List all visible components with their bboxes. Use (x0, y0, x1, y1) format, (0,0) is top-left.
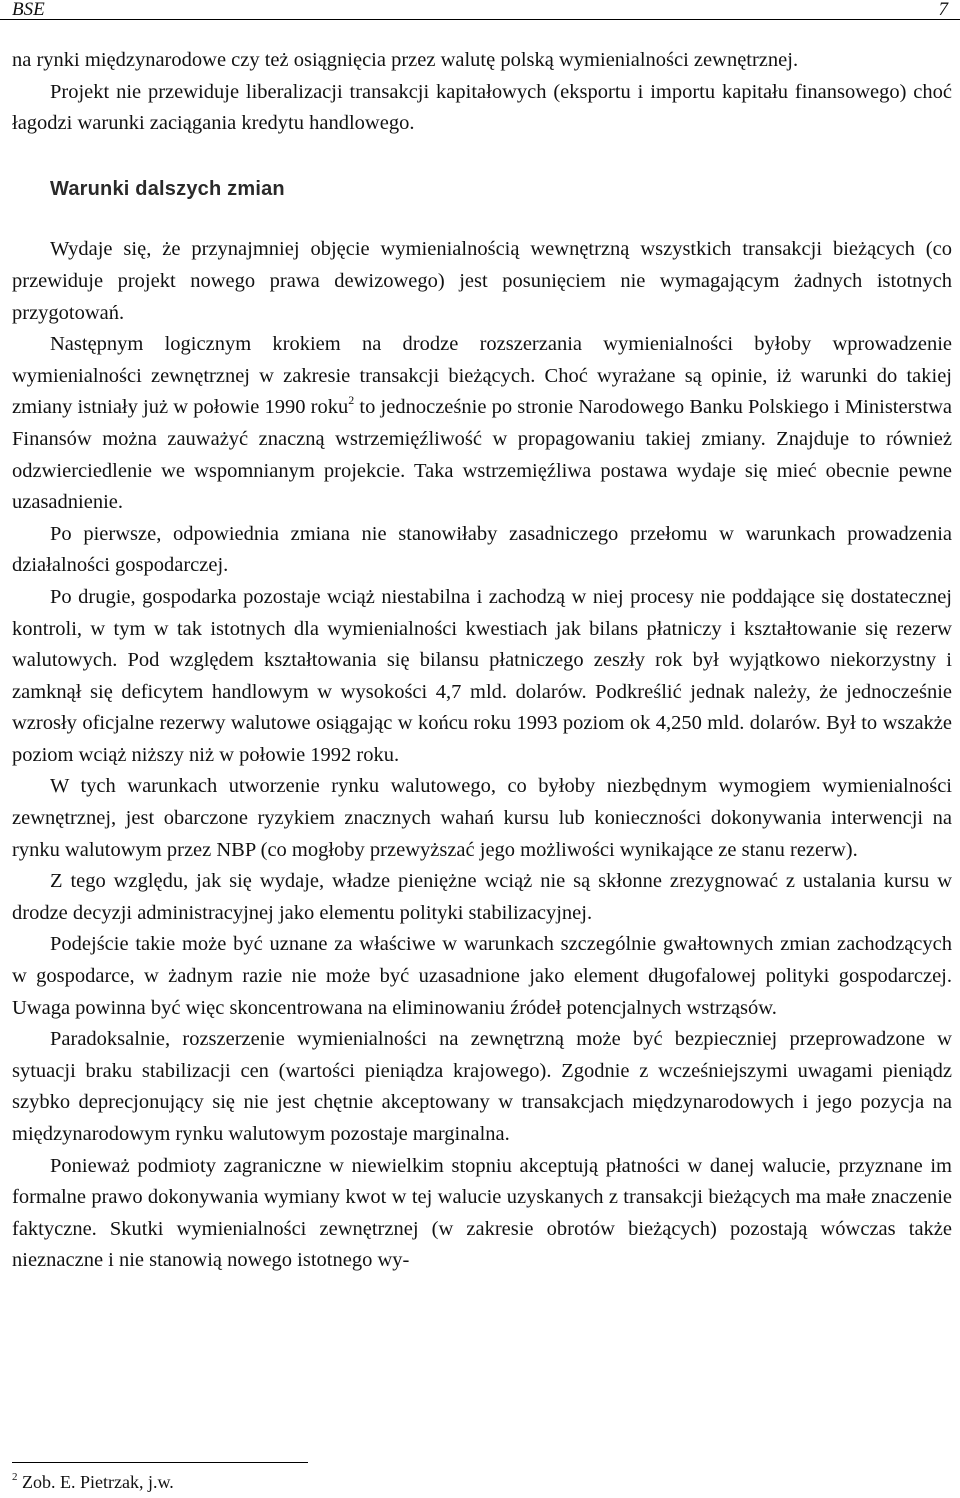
page-body (12, 45, 952, 1277)
paragraph: Po drugie, gospodarka pozostaje wciąż niestabilna i zachodzą w niej procesy nie poddające się dostatecznej kontroli, w tym w tak istotnych dla wymienialności kwestiach jak bilans płatniczy i kształtowanie się rezerw walutowych. Pod względem kształtowania się bilansu płatniczego zeszły rok był wyjątkowo niekorzystny i zamknął się deficytem handlowym w wysokości 4,7 mld. dolarów. Podkreślić jednak należy, że jednocześnie wzrosły oficjalne rezerwy walutowe osiągając w końcu roku 1993 poziom ok 4,250 mld. dolarów. Był to wszakże poziom wciąż niższy niż w połowie 1992 roku. (12, 585, 952, 766)
footnote-text: Zob. E. Pietrzak, j.w. (17, 1472, 174, 1492)
paragraph: W tych warunkach utworzenie rynku walutowego, co byłoby niezbędnym wymogiem wymienialności zewnętrznej, jest obarczone ryzykiem znacznych wahań kursu lub konieczności dokonywania interwencji na rynku walutowym przez NBP (co mogłoby przewyższać jego możliwości wynikające ze stanu rezerw). (12, 775, 952, 861)
footnote-reference[interactable]: 2 (348, 393, 355, 408)
paragraph: Z tego względu, jak się wydaje, władze pieniężne wciąż nie są skłonne zrezygnować z ustalania kursu w drodze decyzji administracyjnej jako elementu polityki stabilizacyjnej. (12, 870, 952, 924)
paragraph: Paradoksalnie, rozszerzenie wymienialności na zewnętrzną może być bezpieczniej przeprowadzone w sytuacji braku stabilizacji cen (wartości pieniądza krajowego). Zgodnie z wcześniejszymi uwagami pieniądz szybko deprecjonujący się nie jest chętnie akceptowany w transakcjach międzynarodowych i jego pozycja na międzynarodowym rynku walutowym pozostaje marginalna. (12, 1028, 952, 1145)
section-heading: Warunki dalszych zmian (50, 177, 285, 200)
paragraph: Wydaje się, że przynajmniej objęcie wymienialnością wewnętrzną wszystkich transakcji bieżących (co przewiduje projekt nowego prawa dewizowego) jest posunięciem nie wymagającym żadnych istotnych przygotowań. (12, 238, 952, 324)
paragraph-sentence: Choć wyrażane są opinie, iż warunki do takiej zmiany istniały już w połowie 1990 roku (12, 364, 953, 419)
running-header (0, 0, 960, 20)
paragraph-sentence: to jednocześnie po stronie Narodowego Banku Polskiego i Ministerstwa Finansów można zauważyć znaczną wstrzemięźliwość w propagowaniu takiej zmiany. Znajduje to również odzwierciedlenie we wspomnianym projekcie. Taka wstrzemięźliwa postawa wydaje się mieć obecnie pewne uzasadnienie. (12, 396, 952, 514)
paragraph: Podejście takie może być uznane za właściwe w warunkach szczególnie gwałtownych zmian zachodzących w gospodarce, w żadnym razie nie może być uzasadnione jako element długofalowej polityki gospodarczej. Uwaga powinna być więc skoncentrowana na eliminowaniu źródeł potencjalnych wstrząsów. (12, 933, 952, 1019)
header-journal-abbrev: BSE (12, 0, 45, 20)
paragraph: Projekt nie przewiduje liberalizacji transakcji kapitałowych (eksportu i importu kapitału finansowego) choć łagodzi warunki zaciągania kredytu handlowego. (12, 80, 952, 135)
paragraph: na rynki międzynarodowe czy też osiągnięcia przez walutę polską wymienialności zewnętrznej. (12, 49, 799, 71)
paragraph: Po pierwsze, odpowiednia zmiana nie stanowiłaby zasadniczego przełomu w warunkach prowadzenia działalności gospodarczej. (12, 522, 952, 577)
footnote (12, 1470, 174, 1494)
paragraph: Ponieważ podmioty zagraniczne w niewielkim stopniu akceptują płatności w danej walucie, przyznane im formalne prawo dokonywania wymiany kwot w tej walucie uzyskanych z transakcji bieżących ma małe znaczenie faktyczne. Skutki wymienialności zewnętrznej (w zakresie obrotów bieżących) pozostają wówczas także nieznaczne i nie stanowią nowego istotnego wy- (12, 1154, 952, 1272)
footnote-number: 2 (12, 1471, 18, 1483)
paragraph-sentence: Następnym logicznym krokiem na drodze rozszerzania wymienialności byłoby wprowadzenie wymienialności zewnętrznej w zakresie transakcji bieżących. (12, 333, 952, 387)
page-number: 7 (938, 0, 948, 20)
footnote-separator (12, 1462, 308, 1463)
paragraph (12, 329, 952, 519)
